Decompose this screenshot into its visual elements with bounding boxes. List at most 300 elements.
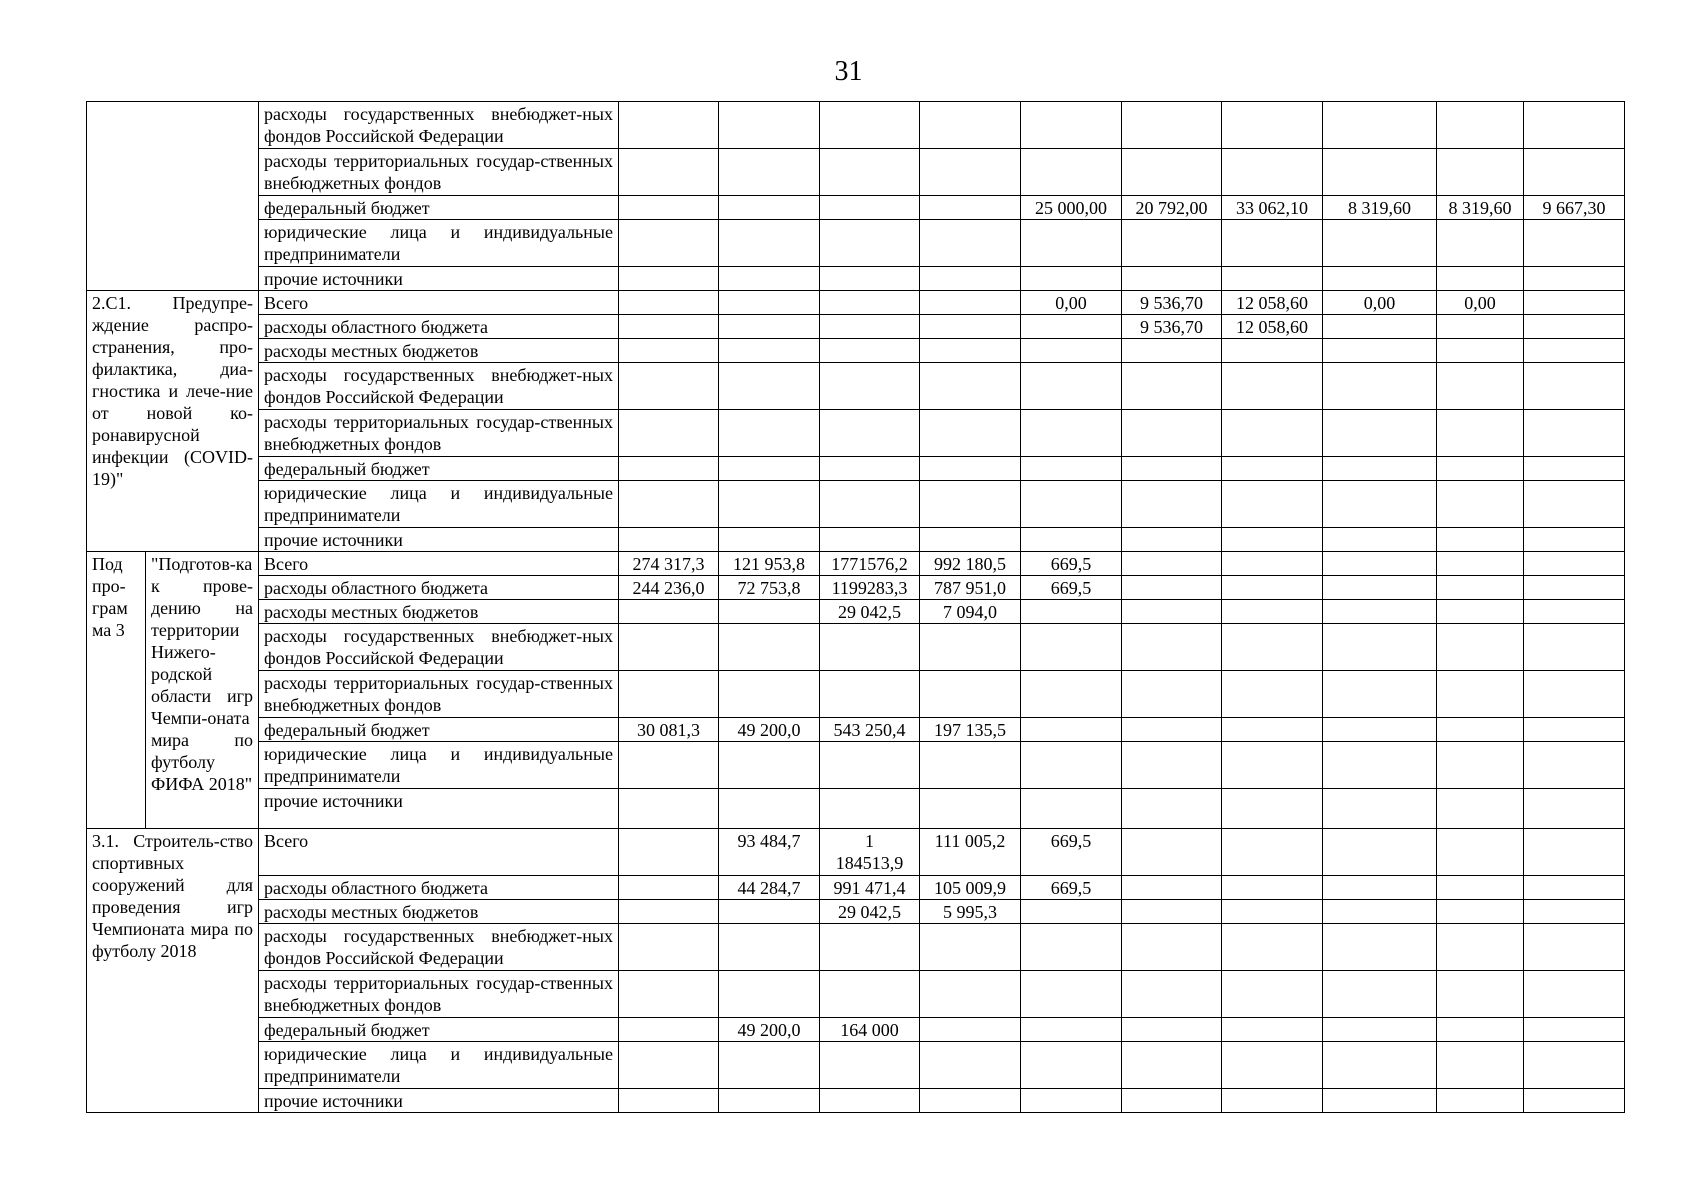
value-cell xyxy=(1122,149,1222,196)
value-cell xyxy=(820,671,920,718)
value-cell xyxy=(1222,900,1323,924)
value-cell xyxy=(1222,481,1323,528)
value-cell xyxy=(1524,924,1625,971)
table-row xyxy=(87,1042,1625,1089)
funding-source: расходы областного бюджета xyxy=(259,315,619,339)
value-cell: 0,00 xyxy=(1021,291,1122,315)
table-row xyxy=(87,742,1625,789)
funding-source: расходы местных бюджетов xyxy=(259,900,619,924)
value-cell xyxy=(920,671,1021,718)
value-cell: 543 250,4 xyxy=(820,718,920,742)
value-cell xyxy=(1021,1042,1122,1089)
value-cell xyxy=(1524,742,1625,789)
value-cell xyxy=(1437,829,1524,876)
value-cell xyxy=(1437,789,1524,829)
value-cell xyxy=(1122,102,1222,149)
table-row xyxy=(87,339,1625,363)
value-cell xyxy=(1222,600,1323,624)
value-cell xyxy=(1122,528,1222,552)
value-cell xyxy=(1524,457,1625,481)
funding-source: Всего xyxy=(259,291,619,315)
table-row xyxy=(87,1018,1625,1042)
value-cell xyxy=(1524,481,1625,528)
table-row xyxy=(87,876,1625,900)
table-row xyxy=(87,671,1625,718)
value-cell xyxy=(1437,149,1524,196)
funding-source: расходы местных бюджетов xyxy=(259,600,619,624)
value-cell xyxy=(1021,1018,1122,1042)
value-cell: 30 081,3 xyxy=(619,718,719,742)
value-cell: 0,00 xyxy=(1323,291,1437,315)
value-cell xyxy=(820,315,920,339)
table-row xyxy=(87,196,1625,220)
value-cell: 20 792,00 xyxy=(1122,196,1222,220)
value-cell xyxy=(1222,876,1323,900)
value-cell xyxy=(1323,149,1437,196)
value-cell xyxy=(920,291,1021,315)
value-cell xyxy=(1122,1089,1222,1113)
value-cell xyxy=(1323,315,1437,339)
value-cell xyxy=(1524,718,1625,742)
value-cell xyxy=(1222,971,1323,1018)
value-cell: 1 184513,9 xyxy=(820,829,920,876)
value-cell xyxy=(1122,718,1222,742)
table-row xyxy=(87,924,1625,971)
section-title: "Подготов-ка к прове-дению на территории Нижего-родской области игр Чемпи-оната мира по футболу ФИФА 2018" xyxy=(146,552,259,829)
value-cell: 164 000 xyxy=(820,1018,920,1042)
funding-source: федеральный бюджет xyxy=(259,718,619,742)
value-cell xyxy=(619,267,719,291)
value-cell xyxy=(1021,267,1122,291)
value-cell xyxy=(820,528,920,552)
value-cell xyxy=(1021,900,1122,924)
value-cell: 669,5 xyxy=(1021,552,1122,576)
value-cell xyxy=(1323,742,1437,789)
funding-source: федеральный бюджет xyxy=(259,457,619,481)
funding-source: расходы государственных внебюджет-ных фондов Российской Федерации xyxy=(259,924,619,971)
value-cell: 8 319,60 xyxy=(1437,196,1524,220)
value-cell xyxy=(820,291,920,315)
table-row xyxy=(87,829,1625,876)
value-cell xyxy=(1122,267,1222,291)
section-title xyxy=(87,102,259,291)
value-cell xyxy=(1122,600,1222,624)
table-row xyxy=(87,102,1625,149)
value-cell xyxy=(619,900,719,924)
value-cell: 274 317,3 xyxy=(619,552,719,576)
value-cell: 991 471,4 xyxy=(820,876,920,900)
value-cell xyxy=(1222,528,1323,552)
value-cell xyxy=(820,971,920,1018)
value-cell xyxy=(1122,1042,1222,1089)
value-cell: 9 536,70 xyxy=(1122,315,1222,339)
value-cell xyxy=(1021,742,1122,789)
value-cell: 111 005,2 xyxy=(920,829,1021,876)
value-cell xyxy=(820,339,920,363)
value-cell xyxy=(1222,829,1323,876)
value-cell xyxy=(619,742,719,789)
value-cell xyxy=(1524,900,1625,924)
value-cell xyxy=(1524,552,1625,576)
value-cell xyxy=(619,196,719,220)
value-cell xyxy=(719,1042,820,1089)
value-cell xyxy=(820,267,920,291)
funding-source: юридические лица и индивидуальные предприниматели xyxy=(259,742,619,789)
value-cell xyxy=(1524,576,1625,600)
value-cell: 9 667,30 xyxy=(1524,196,1625,220)
value-cell xyxy=(1437,1018,1524,1042)
value-cell xyxy=(1222,552,1323,576)
value-cell xyxy=(920,624,1021,671)
value-cell xyxy=(1437,220,1524,267)
value-cell xyxy=(1021,481,1122,528)
value-cell xyxy=(820,789,920,829)
value-cell xyxy=(1021,102,1122,149)
value-cell xyxy=(1524,267,1625,291)
value-cell xyxy=(719,267,820,291)
value-cell xyxy=(820,410,920,457)
value-cell xyxy=(820,624,920,671)
value-cell xyxy=(719,481,820,528)
value-cell xyxy=(1122,339,1222,363)
value-cell xyxy=(1021,315,1122,339)
value-cell xyxy=(1222,1018,1323,1042)
value-cell xyxy=(719,742,820,789)
value-cell xyxy=(920,196,1021,220)
value-cell xyxy=(719,457,820,481)
value-cell xyxy=(1222,102,1323,149)
value-cell xyxy=(920,363,1021,410)
value-cell: 44 284,7 xyxy=(719,876,820,900)
value-cell xyxy=(1524,971,1625,1018)
value-cell xyxy=(1437,900,1524,924)
value-cell xyxy=(1021,789,1122,829)
value-cell xyxy=(920,971,1021,1018)
value-cell xyxy=(1524,1042,1625,1089)
value-cell: 0,00 xyxy=(1437,291,1524,315)
value-cell xyxy=(1222,742,1323,789)
table-row xyxy=(87,624,1625,671)
value-cell xyxy=(1122,671,1222,718)
value-cell xyxy=(1323,552,1437,576)
funding-source: расходы территориальных государ-ственных внебюджетных фондов xyxy=(259,971,619,1018)
value-cell xyxy=(1021,971,1122,1018)
table-row xyxy=(87,1089,1625,1113)
value-cell xyxy=(1323,789,1437,829)
value-cell xyxy=(1122,481,1222,528)
value-cell xyxy=(1524,410,1625,457)
value-cell xyxy=(1524,339,1625,363)
value-cell xyxy=(920,1042,1021,1089)
value-cell xyxy=(1323,1018,1437,1042)
value-cell: 992 180,5 xyxy=(920,552,1021,576)
value-cell: 29 042,5 xyxy=(820,600,920,624)
value-cell xyxy=(719,291,820,315)
value-cell xyxy=(719,789,820,829)
value-cell xyxy=(1323,576,1437,600)
value-cell: 121 953,8 xyxy=(719,552,820,576)
funding-source: расходы областного бюджета xyxy=(259,576,619,600)
value-cell xyxy=(619,220,719,267)
value-cell xyxy=(1437,363,1524,410)
value-cell xyxy=(719,971,820,1018)
value-cell xyxy=(820,742,920,789)
value-cell xyxy=(1323,339,1437,363)
value-cell xyxy=(1524,1018,1625,1042)
value-cell xyxy=(1021,457,1122,481)
value-cell xyxy=(1222,924,1323,971)
value-cell xyxy=(820,220,920,267)
value-cell xyxy=(920,267,1021,291)
value-cell xyxy=(1323,718,1437,742)
value-cell xyxy=(1437,742,1524,789)
value-cell xyxy=(1524,876,1625,900)
value-cell xyxy=(719,315,820,339)
value-cell xyxy=(619,291,719,315)
value-cell xyxy=(619,363,719,410)
value-cell xyxy=(619,671,719,718)
value-cell xyxy=(719,196,820,220)
value-cell xyxy=(820,102,920,149)
value-cell xyxy=(1021,624,1122,671)
value-cell xyxy=(1021,363,1122,410)
value-cell: 12 058,60 xyxy=(1222,291,1323,315)
value-cell xyxy=(619,600,719,624)
value-cell xyxy=(920,339,1021,363)
value-cell xyxy=(719,1089,820,1113)
value-cell xyxy=(1323,528,1437,552)
table-row xyxy=(87,971,1625,1018)
value-cell xyxy=(1323,900,1437,924)
value-cell xyxy=(1323,481,1437,528)
table-row xyxy=(87,291,1625,315)
funding-source: федеральный бюджет xyxy=(259,196,619,220)
value-cell xyxy=(719,102,820,149)
value-cell: 5 995,3 xyxy=(920,900,1021,924)
value-cell xyxy=(1122,971,1222,1018)
value-cell xyxy=(1437,315,1524,339)
value-cell: 197 135,5 xyxy=(920,718,1021,742)
value-cell xyxy=(1122,552,1222,576)
value-cell xyxy=(619,339,719,363)
table-row xyxy=(87,600,1625,624)
funding-source: федеральный бюджет xyxy=(259,1018,619,1042)
value-cell xyxy=(619,829,719,876)
funding-source: юридические лица и индивидуальные предприниматели xyxy=(259,481,619,528)
table-row xyxy=(87,267,1625,291)
value-cell xyxy=(1021,220,1122,267)
value-cell xyxy=(1437,971,1524,1018)
funding-source: Всего xyxy=(259,829,619,876)
value-cell: 93 484,7 xyxy=(719,829,820,876)
value-cell xyxy=(619,971,719,1018)
table-row xyxy=(87,315,1625,339)
value-cell xyxy=(719,149,820,196)
value-cell xyxy=(1323,267,1437,291)
funding-source: расходы местных бюджетов xyxy=(259,339,619,363)
table-row xyxy=(87,900,1625,924)
value-cell xyxy=(1323,363,1437,410)
value-cell xyxy=(1524,528,1625,552)
value-cell xyxy=(1222,410,1323,457)
value-cell xyxy=(1122,900,1222,924)
value-cell: 244 236,0 xyxy=(619,576,719,600)
value-cell xyxy=(1122,1018,1222,1042)
value-cell xyxy=(920,528,1021,552)
funding-source: расходы государственных внебюджет-ных фондов Российской Федерации xyxy=(259,363,619,410)
value-cell xyxy=(619,789,719,829)
value-cell xyxy=(920,924,1021,971)
value-cell xyxy=(1524,624,1625,671)
value-cell xyxy=(1437,267,1524,291)
table-row xyxy=(87,552,1625,576)
funding-source: прочие источники xyxy=(259,1089,619,1113)
value-cell xyxy=(1524,220,1625,267)
value-cell xyxy=(920,220,1021,267)
value-cell xyxy=(1524,102,1625,149)
value-cell xyxy=(1021,600,1122,624)
value-cell xyxy=(1021,339,1122,363)
value-cell xyxy=(1122,624,1222,671)
value-cell xyxy=(1122,457,1222,481)
value-cell xyxy=(1524,600,1625,624)
value-cell xyxy=(1122,789,1222,829)
value-cell xyxy=(1437,410,1524,457)
value-cell xyxy=(1437,457,1524,481)
value-cell xyxy=(1222,624,1323,671)
value-cell xyxy=(920,742,1021,789)
section-title: 2.С1. Предупре-ждение распро-странения, про-филактика, диа-гностика и лече-ние от новой ко-ронавирусной инфекции (COVID-19)" xyxy=(87,291,259,552)
value-cell xyxy=(619,924,719,971)
value-cell xyxy=(719,363,820,410)
value-cell xyxy=(1437,671,1524,718)
value-cell xyxy=(1323,829,1437,876)
funding-source: расходы государственных внебюджет-ных фондов Российской Федерации xyxy=(259,624,619,671)
value-cell xyxy=(719,600,820,624)
value-cell: 787 951,0 xyxy=(920,576,1021,600)
value-cell: 25 000,00 xyxy=(1021,196,1122,220)
value-cell xyxy=(619,481,719,528)
value-cell xyxy=(820,1042,920,1089)
value-cell: 669,5 xyxy=(1021,829,1122,876)
value-cell xyxy=(1323,220,1437,267)
value-cell xyxy=(1524,363,1625,410)
funding-source: расходы территориальных государ-ственных внебюджетных фондов xyxy=(259,149,619,196)
value-cell xyxy=(820,924,920,971)
value-cell xyxy=(619,457,719,481)
value-cell xyxy=(1021,718,1122,742)
value-cell: 49 200,0 xyxy=(719,1018,820,1042)
value-cell xyxy=(619,102,719,149)
value-cell xyxy=(1222,457,1323,481)
value-cell xyxy=(1437,1042,1524,1089)
value-cell xyxy=(1222,339,1323,363)
value-cell xyxy=(619,410,719,457)
funding-source: прочие источники xyxy=(259,789,619,829)
value-cell xyxy=(1437,876,1524,900)
value-cell: 105 009,9 xyxy=(920,876,1021,900)
value-cell: 1199283,3 xyxy=(820,576,920,600)
budget-table xyxy=(86,101,1625,1113)
funding-source: юридические лица и индивидуальные предприниматели xyxy=(259,220,619,267)
value-cell: 29 042,5 xyxy=(820,900,920,924)
value-cell xyxy=(1222,1042,1323,1089)
value-cell xyxy=(1323,102,1437,149)
value-cell xyxy=(920,149,1021,196)
value-cell xyxy=(619,1018,719,1042)
value-cell xyxy=(1222,220,1323,267)
table-row xyxy=(87,481,1625,528)
value-cell xyxy=(1437,528,1524,552)
value-cell xyxy=(1323,924,1437,971)
section-title: 3.1. Строитель-ство спортивных сооружений для проведения игр Чемпионата мира по футболу 2018 xyxy=(87,829,259,1113)
value-cell xyxy=(1524,291,1625,315)
value-cell xyxy=(1222,267,1323,291)
value-cell: 33 062,10 xyxy=(1222,196,1323,220)
value-cell xyxy=(1222,1089,1323,1113)
value-cell xyxy=(1323,671,1437,718)
value-cell: 9 536,70 xyxy=(1122,291,1222,315)
value-cell: 669,5 xyxy=(1021,876,1122,900)
value-cell xyxy=(1437,924,1524,971)
value-cell xyxy=(1222,363,1323,410)
value-cell xyxy=(1122,876,1222,900)
value-cell xyxy=(1524,1089,1625,1113)
value-cell xyxy=(920,457,1021,481)
value-cell xyxy=(1437,718,1524,742)
value-cell xyxy=(719,671,820,718)
table-row xyxy=(87,528,1625,552)
table-row xyxy=(87,410,1625,457)
value-cell xyxy=(619,315,719,339)
table-row xyxy=(87,149,1625,196)
value-cell xyxy=(1437,576,1524,600)
value-cell xyxy=(1122,410,1222,457)
value-cell xyxy=(719,339,820,363)
value-cell xyxy=(920,102,1021,149)
value-cell xyxy=(1323,600,1437,624)
funding-source: расходы территориальных государ-ственных внебюджетных фондов xyxy=(259,671,619,718)
value-cell xyxy=(920,789,1021,829)
page-number: 31 xyxy=(834,56,863,87)
value-cell xyxy=(619,1042,719,1089)
value-cell xyxy=(1021,149,1122,196)
table-row xyxy=(87,363,1625,410)
value-cell xyxy=(1021,1089,1122,1113)
value-cell: 8 319,60 xyxy=(1323,196,1437,220)
value-cell xyxy=(920,481,1021,528)
value-cell xyxy=(1437,624,1524,671)
value-cell xyxy=(1437,1089,1524,1113)
value-cell xyxy=(1021,924,1122,971)
value-cell xyxy=(1122,220,1222,267)
value-cell xyxy=(1222,576,1323,600)
value-cell xyxy=(1021,410,1122,457)
value-cell xyxy=(920,1089,1021,1113)
value-cell xyxy=(920,1018,1021,1042)
value-cell xyxy=(619,624,719,671)
value-cell xyxy=(1122,924,1222,971)
value-cell xyxy=(719,528,820,552)
value-cell xyxy=(1323,876,1437,900)
value-cell xyxy=(719,624,820,671)
value-cell xyxy=(719,900,820,924)
value-cell xyxy=(1323,624,1437,671)
value-cell xyxy=(719,924,820,971)
value-cell xyxy=(1524,149,1625,196)
value-cell xyxy=(1437,339,1524,363)
funding-source: Всего xyxy=(259,552,619,576)
